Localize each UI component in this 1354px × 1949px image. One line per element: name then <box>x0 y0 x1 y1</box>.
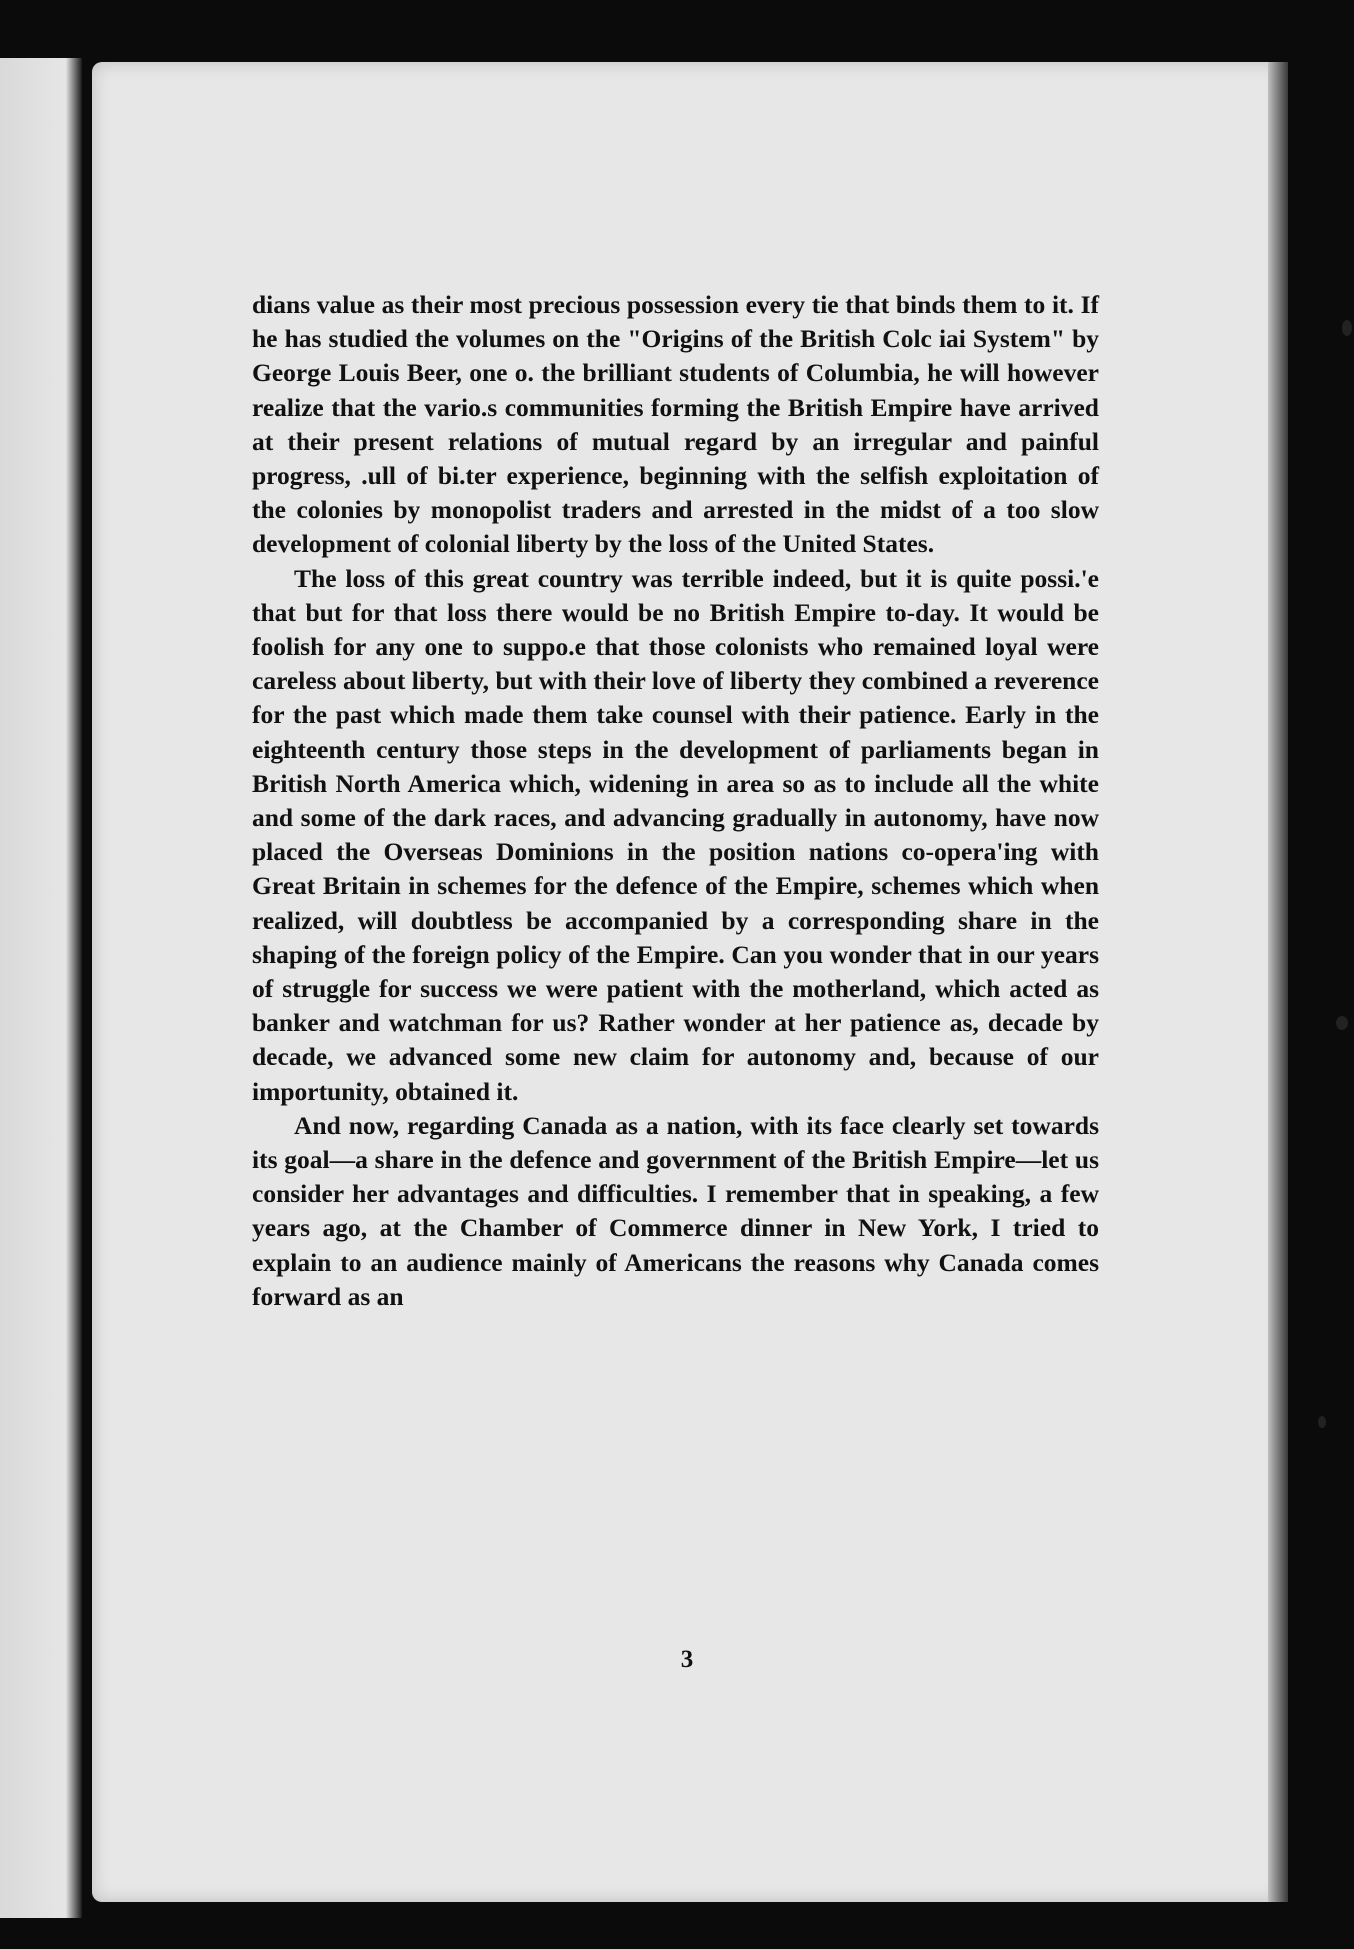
paragraph-1: dians value as their most precious possession every tie that binds them to it. If he has studied the volumes on the "Origins of the British Colc iai System" by George Louis Beer, one o. the brilliant students of Columbia, he will however realize that the vario.s communities forming the British Empire have arrived at their present relations of mutual regard by an irregular and painful progress, .ull of bi.ter experience, beginning with the selfish exploitation of the colonies by monopolist traders and arrested in the midst of a too slow development of colonial liberty by the loss of the United States. <box>252 290 1099 559</box>
page-number: 3 <box>680 1646 694 1673</box>
scan-speck <box>1342 320 1352 336</box>
scan-speck <box>1336 1016 1348 1030</box>
left-page-edge <box>0 58 82 1918</box>
scan-speck <box>1318 1416 1326 1428</box>
book-page <box>92 62 1282 1902</box>
paragraph-3: And now, regarding Canada as a nation, with its face clearly set towards its goal—a share in the defence and government of the British Empire—let us consider her advantages and difficulties. I remember that in speaking, a few years ago, at the Chamber of Commerce dinner in New York, I tried to explain to an audience mainly of Americans the reasons why Canada comes forward as an <box>252 1110 1099 1311</box>
right-page-edge <box>1268 62 1288 1902</box>
paragraph-2: The loss of this great country was terrible indeed, but it is quite possi.'e that but for that loss there would be no British Empire to-day. It would be foolish for any one to suppo.e that those colonists who remained loyal were careless about liberty, but with their love of liberty they combined a reverence for the past which made them take counsel with their patience. Early in the eighteenth century those steps in the development of parliaments began in British North America which, widening in area so as to include all the white and some of the dark races, and advancing gradually in autonomy, have now placed the Overseas Dominions in the position nations co-opera'ing with Great Britain in schemes for the defence of the Empire, schemes which when realized, will doubtless be accompanied by a corresponding share in the shaping of the foreign policy of the Empire. Can you wonder that in our years of struggle for success we were patient with the motherland, which acted as banker and watchman for us? Rather wonder at her patience as, decade by decade, we advanced some new claim for autonomy and, because of our importunity, obtained it. <box>252 563 1099 1106</box>
body-text <box>252 288 1099 1314</box>
